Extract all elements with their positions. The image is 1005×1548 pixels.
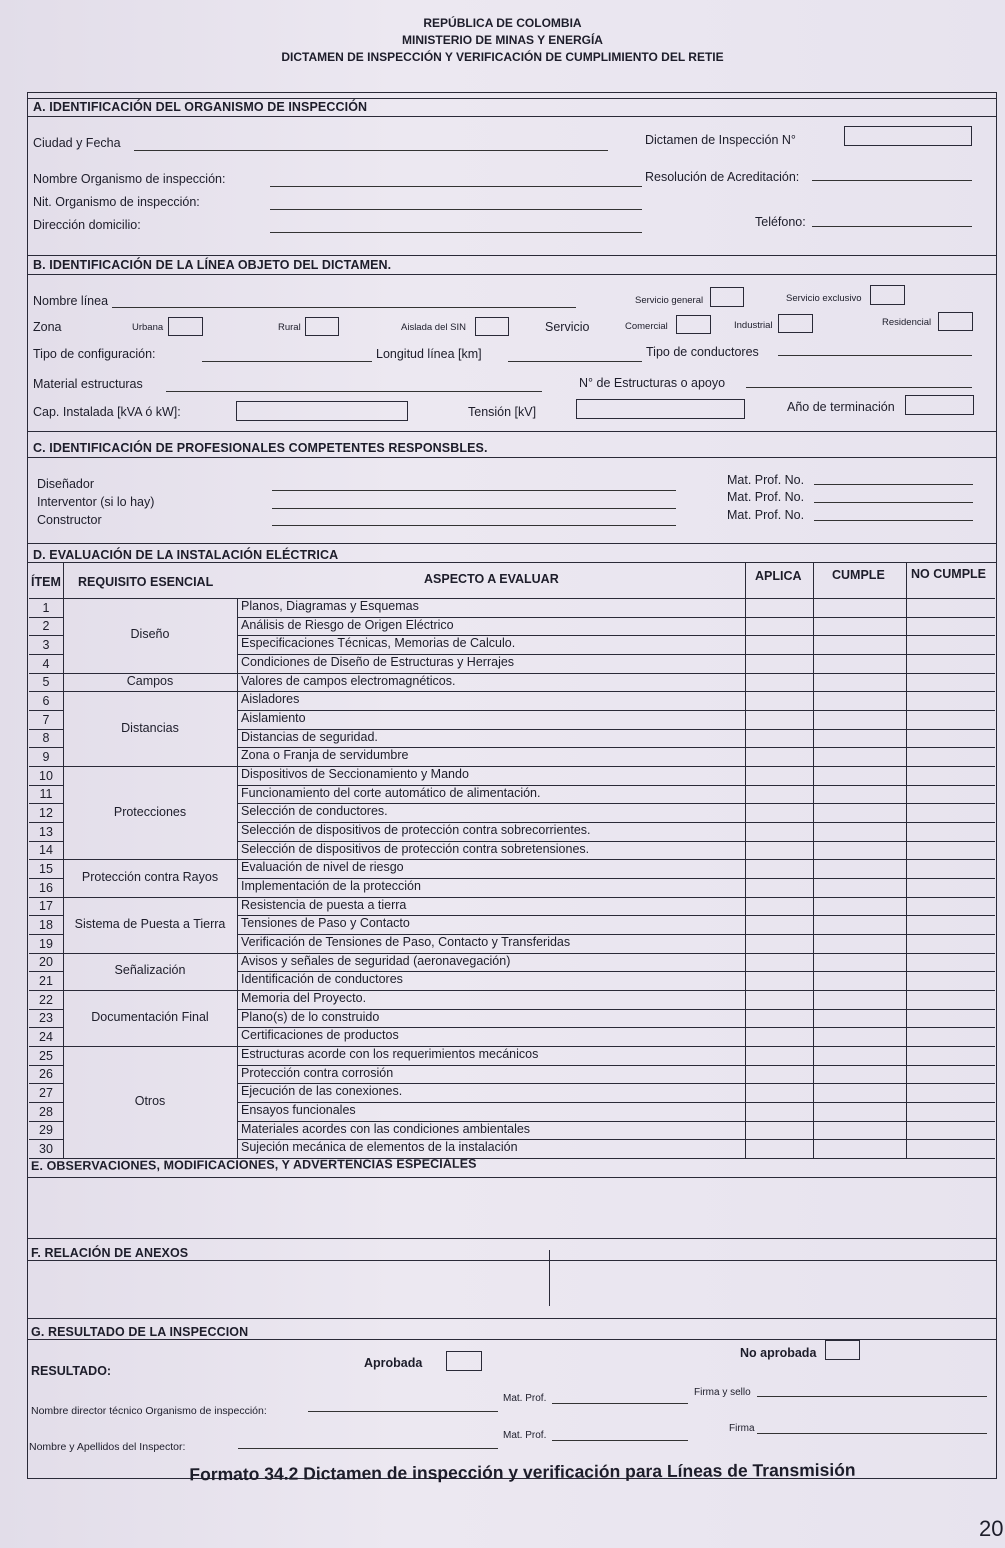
- requisito-group-label: Protecciones: [113, 804, 187, 819]
- urbana-label: Urbana: [132, 322, 164, 333]
- table-row-rule: [29, 1102, 63, 1103]
- aspect-label: Certificaciones de productos: [241, 1028, 399, 1043]
- rural-label: Rural: [278, 322, 301, 333]
- header-ministry: MINISTERIO DE MINAS Y ENERGÍA: [402, 33, 603, 47]
- table-row-rule: [29, 841, 63, 842]
- aspect-label: Especificaciones Técnicas, Memorias de Calculo.: [241, 636, 516, 651]
- aspect-label: Sujeción mecánica de elementos de la instalación: [241, 1140, 518, 1155]
- constructor-label: Constructor: [37, 513, 102, 527]
- n-estructuras-label: N° de Estructuras o apoyo: [579, 376, 726, 390]
- director-label: Nombre director técnico Organismo de inspección:: [31, 1405, 267, 1417]
- aspect-label: Funcionamiento del corte automático de alimentación.: [241, 785, 541, 800]
- table-row-rule: [29, 1121, 63, 1122]
- table-row-rule: [29, 1009, 63, 1010]
- cumple-cell[interactable]: [814, 1103, 904, 1119]
- direccion-field[interactable]: [270, 232, 642, 233]
- table-row-rule: [29, 971, 63, 972]
- no-cumple-cell[interactable]: [907, 1066, 993, 1082]
- cumple-cell[interactable]: [814, 692, 904, 708]
- item-number: 27: [39, 1086, 53, 1100]
- page-number: 20: [979, 1516, 1004, 1541]
- aplica-cell[interactable]: [746, 748, 811, 764]
- header-republic: REPÚBLICA DE COLOMBIA: [423, 16, 582, 30]
- section-g-title: G. RESULTADO DE LA INSPECCION: [31, 1325, 249, 1339]
- item-number: 19: [39, 936, 53, 951]
- director-field[interactable]: [308, 1411, 498, 1412]
- form-caption: Formato 34.2 Dictamen de inspección y verificación para Líneas de Transmisión: [189, 1459, 856, 1485]
- table-row-rule: [29, 1083, 63, 1084]
- firma-field[interactable]: [757, 1433, 987, 1434]
- item-number: 9: [42, 750, 50, 764]
- tipo-config-field[interactable]: [202, 361, 372, 362]
- item-number: 2: [42, 619, 50, 634]
- cumple-cell[interactable]: [814, 954, 904, 970]
- cumple-cell[interactable]: [814, 935, 904, 951]
- item-number: 3: [42, 638, 50, 652]
- aplica-cell[interactable]: [746, 991, 811, 1007]
- col-cumple-header: CUMPLE: [832, 568, 885, 582]
- header-title: DICTAMEN DE INSPECCIÓN Y VERIFICACIÓN DE CUMPLIMIENTO DEL RETIE: [281, 50, 724, 64]
- table-row-rule: [29, 785, 63, 786]
- group-rule: [63, 859, 237, 860]
- requisito-group-label: Señalización: [114, 963, 186, 978]
- cumple-cell[interactable]: [814, 674, 904, 690]
- aislada-checkbox[interactable]: [475, 317, 509, 336]
- no-cumple-cell[interactable]: [907, 674, 993, 690]
- aplica-cell[interactable]: [746, 1028, 811, 1044]
- item-number: 11: [39, 787, 53, 802]
- cumple-cell[interactable]: [814, 823, 904, 839]
- nombre-linea-field[interactable]: [112, 307, 576, 308]
- aspect-label: Memoria del Proyecto.: [241, 991, 367, 1005]
- no-cumple-cell[interactable]: [907, 954, 993, 970]
- firma-label: Firma: [729, 1423, 755, 1434]
- inspector-mat-field[interactable]: [552, 1440, 688, 1441]
- table-row-rule: [29, 897, 63, 898]
- table-row-rule: [29, 691, 63, 692]
- disenador-mat-field[interactable]: [814, 484, 973, 485]
- cumple-cell[interactable]: [814, 860, 904, 876]
- resolucion-label: Resolución de Acreditación:: [645, 170, 800, 184]
- table-row-rule: [29, 859, 63, 860]
- requisito-group-label: Diseño: [130, 627, 170, 642]
- table-row-rule: [29, 654, 63, 655]
- table-row-rule: [29, 915, 63, 916]
- aplica-cell[interactable]: [746, 786, 811, 802]
- aspect-label: Evaluación de nivel de riesgo: [241, 860, 404, 875]
- no-cumple-cell[interactable]: [907, 748, 993, 764]
- aspect-label: Avisos y señales de seguridad (aeronavegación): [241, 953, 511, 968]
- item-number: 14: [39, 843, 53, 858]
- table-row-rule: [29, 673, 63, 674]
- aplica-cell[interactable]: [746, 636, 811, 652]
- cumple-cell[interactable]: [814, 879, 904, 895]
- cumple-cell[interactable]: [814, 1047, 904, 1063]
- col-no-cumple-header: NO CUMPLE: [911, 567, 986, 581]
- item-number: 16: [39, 880, 53, 895]
- aspect-label: Selección de conductores.: [241, 804, 388, 819]
- cap-instalada-field[interactable]: [236, 401, 408, 421]
- cumple-cell[interactable]: [814, 972, 904, 988]
- aspect-label: Protección contra corrosión: [241, 1065, 394, 1080]
- aspect-label: Verificación de Tensiones de Paso, Contacto y Transferidas: [241, 935, 571, 949]
- table-row-rule: [29, 934, 63, 935]
- table-row-rule: [29, 747, 63, 748]
- constructor-field[interactable]: [272, 525, 676, 526]
- aspect-label: Aisladores: [241, 692, 300, 707]
- urbana-checkbox[interactable]: [168, 317, 203, 336]
- tension-field[interactable]: [576, 399, 745, 419]
- firma-sello-field[interactable]: [757, 1396, 987, 1397]
- table-row-rule: [29, 822, 63, 823]
- no-cumple-cell[interactable]: [907, 655, 993, 671]
- requisito-group-label: Protección contra Rayos: [81, 870, 219, 884]
- aplica-cell[interactable]: [746, 1084, 811, 1100]
- aplica-cell[interactable]: [746, 1010, 811, 1026]
- section-d-title: D. EVALUACIÓN DE LA INSTALACIÓN ELÉCTRICA: [33, 548, 339, 562]
- table-row-rule: [29, 1139, 63, 1140]
- cumple-cell[interactable]: [814, 767, 904, 783]
- anexos-field-right[interactable]: [552, 1252, 992, 1306]
- item-number: 12: [39, 806, 53, 820]
- cumple-cell[interactable]: [814, 1084, 904, 1100]
- director-mat-field[interactable]: [552, 1403, 688, 1404]
- aspect-label: Distancias de seguridad.: [241, 729, 378, 744]
- item-number: 7: [42, 712, 50, 727]
- telefono-field[interactable]: [812, 226, 972, 227]
- cumple-cell[interactable]: [814, 898, 904, 914]
- anio-field[interactable]: [905, 395, 974, 415]
- aspect-label: Selección de dispositivos de protección contra sobretensiones.: [241, 841, 590, 856]
- table-row-rule: [29, 878, 63, 879]
- aprobada-checkbox[interactable]: [446, 1351, 482, 1371]
- aspect-label: Selección de dispositivos de protección contra sobrecorrientes.: [241, 823, 591, 837]
- no-cumple-cell[interactable]: [907, 636, 993, 652]
- requisito-group-label: Otros: [134, 1094, 166, 1108]
- no-cumple-cell[interactable]: [907, 1010, 993, 1026]
- no-cumple-cell[interactable]: [907, 860, 993, 876]
- no-cumple-cell[interactable]: [907, 692, 993, 708]
- no-cumple-cell[interactable]: [907, 898, 993, 914]
- resultado-label: RESULTADO:: [31, 1364, 112, 1378]
- aplica-cell[interactable]: [746, 916, 811, 932]
- dictamen-number-field[interactable]: [844, 126, 972, 146]
- servicio-general-checkbox[interactable]: [710, 287, 744, 307]
- disenador-label: Diseñador: [37, 477, 94, 491]
- disenador-mat-label: Mat. Prof. No.: [727, 473, 805, 487]
- industrial-label: Industrial: [734, 320, 773, 331]
- industrial-checkbox[interactable]: [778, 314, 813, 333]
- interventor-field[interactable]: [272, 508, 676, 509]
- tipo-conductores-label: Tipo de conductores: [646, 345, 759, 359]
- no-cumple-cell[interactable]: [907, 1103, 993, 1119]
- servicio-exclusivo-label: Servicio exclusivo: [786, 293, 862, 304]
- section-c-title: C. IDENTIFICACIÓN DE PROFESIONALES COMPETENTES RESPONSBLES.: [33, 441, 488, 455]
- no-aprobada-checkbox[interactable]: [825, 1340, 860, 1360]
- rural-checkbox[interactable]: [305, 317, 339, 336]
- no-aprobada-label: No aprobada: [740, 1346, 817, 1360]
- comercial-label: Comercial: [625, 321, 668, 332]
- item-number: 24: [39, 1030, 53, 1044]
- aspect-label: Valores de campos electromagnéticos.: [241, 673, 456, 688]
- table-row-rule: [29, 953, 63, 954]
- servicio-general-label: Servicio general: [635, 295, 704, 306]
- item-number: 6: [42, 694, 50, 708]
- interventor-mat-label: Mat. Prof. No.: [727, 490, 805, 504]
- item-number: 8: [42, 731, 50, 746]
- cumple-cell[interactable]: [814, 786, 904, 802]
- aspect-label: Aislamiento: [241, 711, 306, 725]
- table-row-rule: [29, 710, 63, 711]
- residencial-label: Residencial: [882, 317, 932, 328]
- inspector-mat-label: Mat. Prof.: [503, 1430, 547, 1441]
- item-number: 23: [39, 1011, 53, 1026]
- cumple-cell[interactable]: [814, 1010, 904, 1026]
- aplica-cell[interactable]: [746, 655, 811, 671]
- ciudad-fecha-field[interactable]: [134, 150, 608, 151]
- item-number: 21: [39, 974, 53, 988]
- cumple-cell[interactable]: [814, 618, 904, 634]
- section-a-title: A. IDENTIFICACIÓN DEL ORGANISMO DE INSPECCIÓN: [33, 100, 368, 114]
- aislada-label: Aislada del SIN: [401, 322, 466, 333]
- aplica-cell[interactable]: [746, 674, 811, 690]
- requisito-group-label: Sistema de Puesta a Tierra: [74, 916, 226, 931]
- servicio-exclusivo-checkbox[interactable]: [870, 285, 905, 305]
- aspect-label: Ejecución de las conexiones.: [241, 1084, 403, 1099]
- group-rule: [63, 953, 237, 954]
- table-row-rule: [29, 1046, 63, 1047]
- aplica-cell[interactable]: [746, 879, 811, 895]
- inspector-label: Nombre y Apellidos del Inspector:: [29, 1441, 186, 1453]
- aplica-cell[interactable]: [746, 898, 811, 914]
- col-requisito-header: REQUISITO ESENCIAL: [78, 575, 214, 589]
- no-cumple-cell[interactable]: [907, 935, 993, 951]
- aspect-label: Estructuras acorde con los requerimientos mecánicos: [241, 1047, 539, 1061]
- aprobada-label: Aprobada: [364, 1356, 423, 1370]
- no-cumple-cell[interactable]: [907, 879, 993, 895]
- dictamen-label: Dictamen de Inspección N°: [645, 133, 796, 147]
- item-number: 1: [42, 600, 50, 615]
- item-number: 17: [39, 899, 53, 914]
- aplica-cell[interactable]: [746, 767, 811, 783]
- item-number: 30: [39, 1142, 53, 1156]
- item-number: 25: [39, 1048, 53, 1063]
- no-cumple-cell[interactable]: [907, 599, 993, 615]
- aplica-cell[interactable]: [746, 823, 811, 839]
- item-number: 15: [39, 862, 53, 876]
- aplica-cell[interactable]: [746, 954, 811, 970]
- aspect-label: Identificación de conductores: [241, 972, 403, 987]
- section-b-title: B. IDENTIFICACIÓN DE LA LÍNEA OBJETO DEL DICTAMEN.: [33, 258, 392, 272]
- group-rule: [63, 691, 237, 692]
- cumple-cell[interactable]: [814, 1122, 904, 1138]
- cap-instalada-label: Cap. Instalada [kVA ó kW]:: [33, 405, 181, 419]
- aplica-cell[interactable]: [746, 1140, 811, 1156]
- cumple-cell[interactable]: [814, 655, 904, 671]
- no-cumple-cell[interactable]: [907, 618, 993, 634]
- item-number: 22: [39, 992, 53, 1007]
- nombre-org-field[interactable]: [270, 186, 642, 187]
- n-estructuras-field[interactable]: [746, 387, 972, 388]
- direccion-label: Dirección domicilio:: [33, 218, 141, 232]
- cumple-cell[interactable]: [814, 1140, 904, 1156]
- no-cumple-cell[interactable]: [907, 1028, 993, 1044]
- item-number: 18: [39, 918, 53, 932]
- anexos-field-left[interactable]: [29, 1262, 547, 1306]
- servicio-label: Servicio: [545, 320, 590, 334]
- aplica-cell[interactable]: [746, 730, 811, 746]
- tension-label: Tensión [kV]: [468, 405, 537, 419]
- disenador-field[interactable]: [272, 490, 676, 491]
- item-number: 4: [42, 656, 50, 671]
- aspect-label: Implementación de la protección: [241, 879, 421, 893]
- material-field[interactable]: [166, 391, 542, 392]
- section-f-title: F. RELACIÓN DE ANEXOS: [31, 1246, 189, 1260]
- aplica-cell[interactable]: [746, 711, 811, 727]
- tipo-config-label: Tipo de configuración:: [33, 347, 156, 361]
- no-cumple-cell[interactable]: [907, 804, 993, 820]
- aspect-label: Ensayos funcionales: [241, 1103, 356, 1117]
- constructor-mat-label: Mat. Prof. No.: [727, 508, 805, 522]
- aplica-cell[interactable]: [746, 1066, 811, 1082]
- requisito-group-label: Campos: [126, 674, 174, 688]
- cumple-cell[interactable]: [814, 730, 904, 746]
- aplica-cell[interactable]: [746, 804, 811, 820]
- telefono-label: Teléfono:: [755, 215, 806, 229]
- cumple-cell[interactable]: [814, 1028, 904, 1044]
- aplica-cell[interactable]: [746, 618, 811, 634]
- aspect-label: Tensiones de Paso y Contacto: [241, 916, 410, 931]
- table-row-rule: [29, 1065, 63, 1066]
- constructor-mat-field[interactable]: [814, 520, 973, 521]
- aspect-label: Dispositivos de Seccionamiento y Mando: [241, 767, 469, 781]
- item-number: 26: [39, 1067, 53, 1082]
- no-cumple-cell[interactable]: [907, 916, 993, 932]
- col-aplica-header: APLICA: [755, 569, 802, 583]
- aplica-cell[interactable]: [746, 842, 811, 858]
- cumple-cell[interactable]: [814, 991, 904, 1007]
- cumple-cell[interactable]: [814, 599, 904, 615]
- aplica-cell[interactable]: [746, 860, 811, 876]
- no-cumple-cell[interactable]: [907, 1084, 993, 1100]
- group-rule: [63, 1046, 237, 1047]
- table-row-rule: [29, 729, 63, 730]
- aplica-cell[interactable]: [746, 1103, 811, 1119]
- table-row-rule: [29, 803, 63, 804]
- tipo-conductores-field[interactable]: [778, 355, 972, 356]
- aspect-label: Materiales acordes con las condiciones ambientales: [241, 1121, 531, 1136]
- table-row-rule: [29, 635, 63, 636]
- item-number: 10: [39, 768, 53, 783]
- anio-label: Año de terminación: [787, 400, 895, 414]
- cumple-cell[interactable]: [814, 1066, 904, 1082]
- nombre-linea-label: Nombre línea: [33, 294, 109, 308]
- no-cumple-cell[interactable]: [907, 730, 993, 746]
- residencial-checkbox[interactable]: [938, 312, 973, 331]
- aspect-label: Resistencia de puesta a tierra: [241, 897, 407, 912]
- ciudad-fecha-label: Ciudad y Fecha: [33, 136, 121, 150]
- aspect-label: Plano(s) de lo construido: [241, 1009, 380, 1024]
- cumple-cell[interactable]: [814, 748, 904, 764]
- item-number: 13: [39, 824, 53, 839]
- requisito-group-label: Documentación Final: [91, 1010, 209, 1024]
- material-label: Material estructuras: [33, 377, 143, 391]
- aplica-cell[interactable]: [746, 935, 811, 951]
- longitud-label: Longitud línea [km]: [376, 347, 482, 361]
- observations-field[interactable]: [27, 1180, 995, 1238]
- group-rule: [63, 897, 237, 898]
- resolucion-field[interactable]: [812, 180, 972, 181]
- table-row-rule: [29, 990, 63, 991]
- nombre-org-label: Nombre Organismo de inspección:: [33, 172, 226, 186]
- longitud-field[interactable]: [508, 361, 642, 362]
- requisito-group-label: Distancias: [121, 720, 179, 735]
- aspect-label: Análisis de Riesgo de Origen Eléctrico: [241, 617, 454, 632]
- aspect-label: Planos, Diagramas y Esquemas: [241, 599, 419, 613]
- item-number: 5: [42, 675, 50, 690]
- col-item-header: ÍTEM: [31, 575, 61, 589]
- nit-field[interactable]: [270, 209, 642, 210]
- item-number: 20: [39, 955, 53, 970]
- comercial-checkbox[interactable]: [676, 315, 711, 334]
- no-cumple-cell[interactable]: [907, 972, 993, 988]
- interventor-mat-field[interactable]: [814, 502, 973, 503]
- cumple-cell[interactable]: [814, 711, 904, 727]
- zona-label: Zona: [33, 320, 62, 334]
- interventor-label: Interventor (si lo hay): [37, 495, 155, 509]
- group-rule: [63, 990, 237, 991]
- cumple-cell[interactable]: [814, 916, 904, 932]
- director-mat-label: Mat. Prof.: [503, 1393, 547, 1404]
- no-cumple-cell[interactable]: [907, 767, 993, 783]
- table-row-rule: [29, 1027, 63, 1028]
- table-row-rule: [29, 766, 63, 767]
- no-cumple-cell[interactable]: [907, 711, 993, 727]
- section-e-title: E. OBSERVACIONES, MODIFICACIONES, Y ADVERTENCIAS ESPECIALES: [30, 1156, 477, 1173]
- cumple-cell[interactable]: [814, 842, 904, 858]
- aplica-cell[interactable]: [746, 599, 811, 615]
- item-number: 29: [39, 1123, 53, 1138]
- firma-sello-label: Firma y sello: [694, 1387, 751, 1398]
- aspect-label: Zona o Franja de servidumbre: [241, 748, 409, 763]
- no-cumple-cell[interactable]: [907, 1122, 993, 1138]
- no-cumple-cell[interactable]: [907, 842, 993, 858]
- group-rule: [63, 766, 237, 767]
- cumple-cell[interactable]: [814, 636, 904, 652]
- aplica-cell[interactable]: [746, 1122, 811, 1138]
- nit-label: Nit. Organismo de inspección:: [33, 195, 200, 209]
- item-number: 28: [39, 1104, 53, 1119]
- no-cumple-cell[interactable]: [907, 991, 993, 1007]
- cumple-cell[interactable]: [814, 804, 904, 820]
- aplica-cell[interactable]: [746, 1047, 811, 1063]
- table-row-rule: [29, 617, 63, 618]
- no-cumple-cell[interactable]: [907, 823, 993, 839]
- aplica-cell[interactable]: [746, 972, 811, 988]
- no-cumple-cell[interactable]: [907, 1140, 993, 1156]
- no-cumple-cell[interactable]: [907, 786, 993, 802]
- aspect-label: Condiciones de Diseño de Estructuras y Herrajes: [241, 655, 515, 669]
- no-cumple-cell[interactable]: [907, 1047, 993, 1063]
- aplica-cell[interactable]: [746, 692, 811, 708]
- inspector-field[interactable]: [238, 1448, 498, 1449]
- col-aspecto-header: ASPECTO A EVALUAR: [424, 572, 559, 586]
